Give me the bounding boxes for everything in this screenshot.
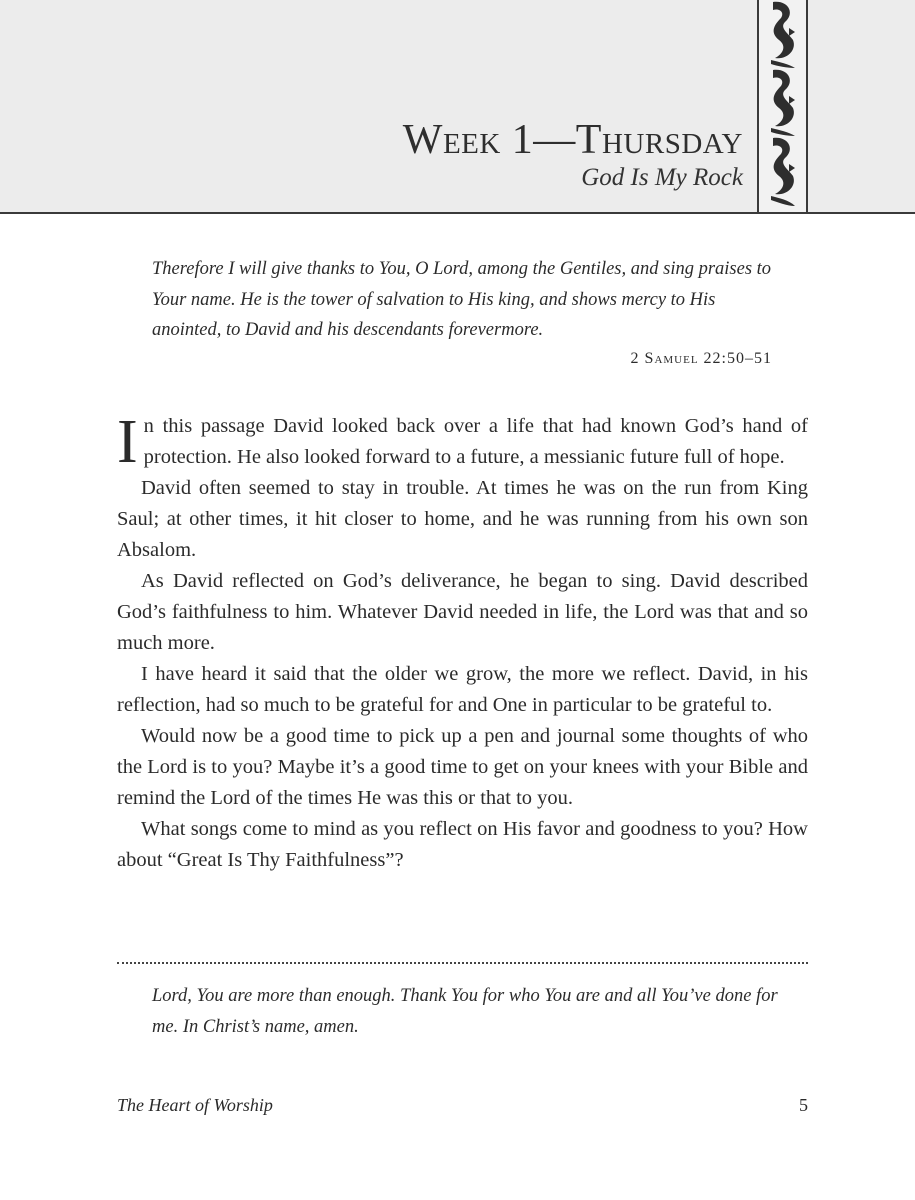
ornament-border-icon [759,0,806,212]
scripture-reference: 2 Samuel 22:50–51 [630,350,772,367]
paragraph: What songs come to mind as you reflect on His favor and goodness to you? How about “Great Is Thy Faithfulness”? [117,818,808,871]
paragraph [117,408,808,476]
page-title: Week 1—Thursday [402,117,743,163]
paragraph: I have heard it said that the older we grow, the more we reflect. David, in his reflection, had so much to be grateful for and One in particular to be grateful to. [117,663,808,716]
drop-cap: I [117,408,138,476]
header-divider [806,0,808,214]
paragraph: Would now be a good time to pick up a pen and journal some thoughts of who the Lord is to you? Maybe it’s a good time to get on your knees with your Bible and remind the Lord of the times He was this or that to you. [117,725,808,809]
page-subtitle: God Is My Rock [581,164,743,191]
scripture-quote: Therefore I will give thanks to You, O Lord, among the Gentiles, and sing praises to Your name. He is the tower of salvation to His king, and shows mercy to His anointed, to David and his descendants forevermore. [152,259,772,340]
dotted-divider [117,962,808,964]
devotional-body [117,408,808,876]
paragraph: As David reflected on God’s deliverance, he began to sing. David described God’s faithfulness to him. Whatever David needed in life, the Lord was that and so much more. [117,570,808,654]
footer-book-title: The Heart of Worship [117,1095,273,1115]
prayer: Lord, You are more than enough. Thank You for who You are and all You’ve done for me. In Christ’s name, amen. [152,986,778,1037]
page-number: 5 [799,1095,808,1115]
paragraph-text: n this passage David looked back over a life that had known God’s hand of protection. He also looked forward to a future, a messianic future full of hope. [143,415,808,468]
paragraph: David often seemed to stay in trouble. At times he was on the run from King Saul; at other times, it hit closer to home, and he was running from his own son Absalom. [117,477,808,561]
chapter-header [0,0,915,214]
